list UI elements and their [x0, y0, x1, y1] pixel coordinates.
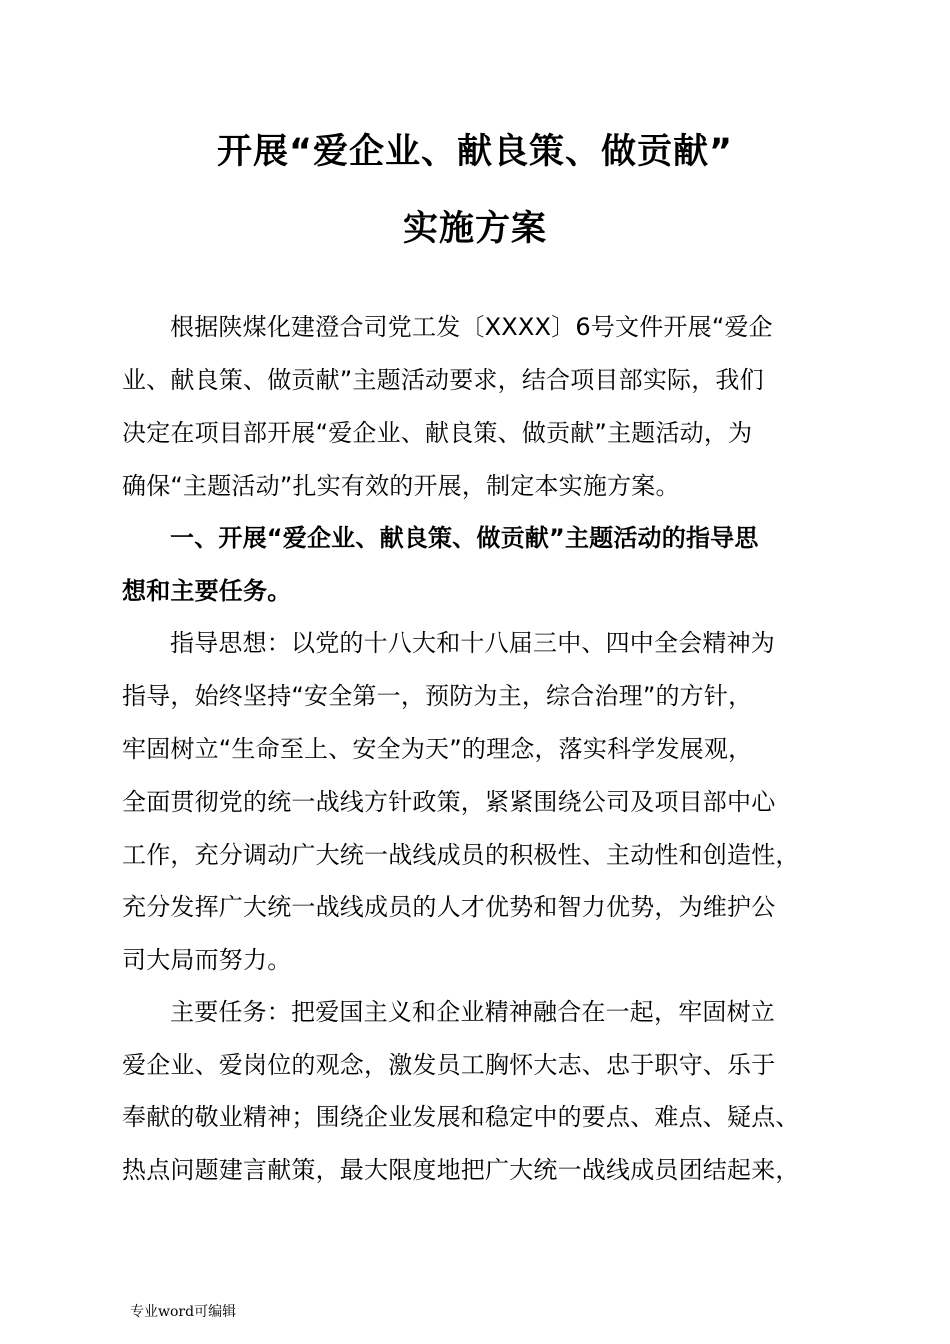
paragraph-intro-line: 决定在项目部开展“爱企业、献良策、做贡献”主题活动，为 — [122, 419, 753, 447]
guiding-thought-line: 充分发挥广大统一战线成员的人才优势和智力优势，为维护公 — [122, 893, 776, 921]
guiding-thought-line: 牢固树立“生命至上、安全为天”的理念，落实科学发展观， — [122, 735, 753, 763]
guiding-thought-line: 指导思想：以党的十八大和十八届三中、四中全会精神为 — [170, 629, 775, 657]
main-task-line: 热点问题建言献策，最大限度地把广大统一战线成员团结起来， — [122, 1156, 800, 1184]
guiding-thought-line: 指导，始终坚持“安全第一，预防为主，综合治理”的方针， — [122, 682, 753, 710]
main-task-line: 爱企业、爱岗位的观念，激发员工胸怀大志、忠于职守、乐于 — [122, 1051, 776, 1079]
paragraph-intro-line: 确保“主题活动”扎实有效的开展，制定本实施方案。 — [122, 472, 680, 500]
guiding-thought-line: 司大局而努力。 — [122, 946, 292, 974]
guiding-thought-line: 全面贯彻党的统一战线方针政策，紧紧围绕公司及项目部中心 — [122, 788, 776, 816]
document-title-line-2: 实施方案 — [402, 209, 547, 249]
guiding-thought-line: 工作，充分调动广大统一战线成员的积极性、主动性和创造性， — [122, 841, 800, 869]
document-title-line-1: 开展“爱企业、献良策、做贡献” — [216, 132, 733, 172]
section-heading-line: 想和主要任务。 — [122, 577, 292, 605]
section-heading-line: 一、开展“爱企业、献良策、做贡献”主题活动的指导思 — [170, 524, 759, 552]
main-task-line: 奉献的敬业精神；围绕企业发展和稳定中的要点、难点、疑点、 — [122, 1103, 800, 1131]
page-footer-note: 专业word可编辑 — [130, 1304, 237, 1320]
main-task-line: 主要任务：把爱国主义和企业精神融合在一起，牢固树立 — [170, 998, 775, 1026]
paragraph-intro-line: 业、献良策、做贡献”主题活动要求，结合项目部实际，我们 — [122, 366, 764, 394]
paragraph-intro-line: 根据陕煤化建澄合司党工发〔XXXX〕6号文件开展“爱企 — [170, 313, 773, 341]
